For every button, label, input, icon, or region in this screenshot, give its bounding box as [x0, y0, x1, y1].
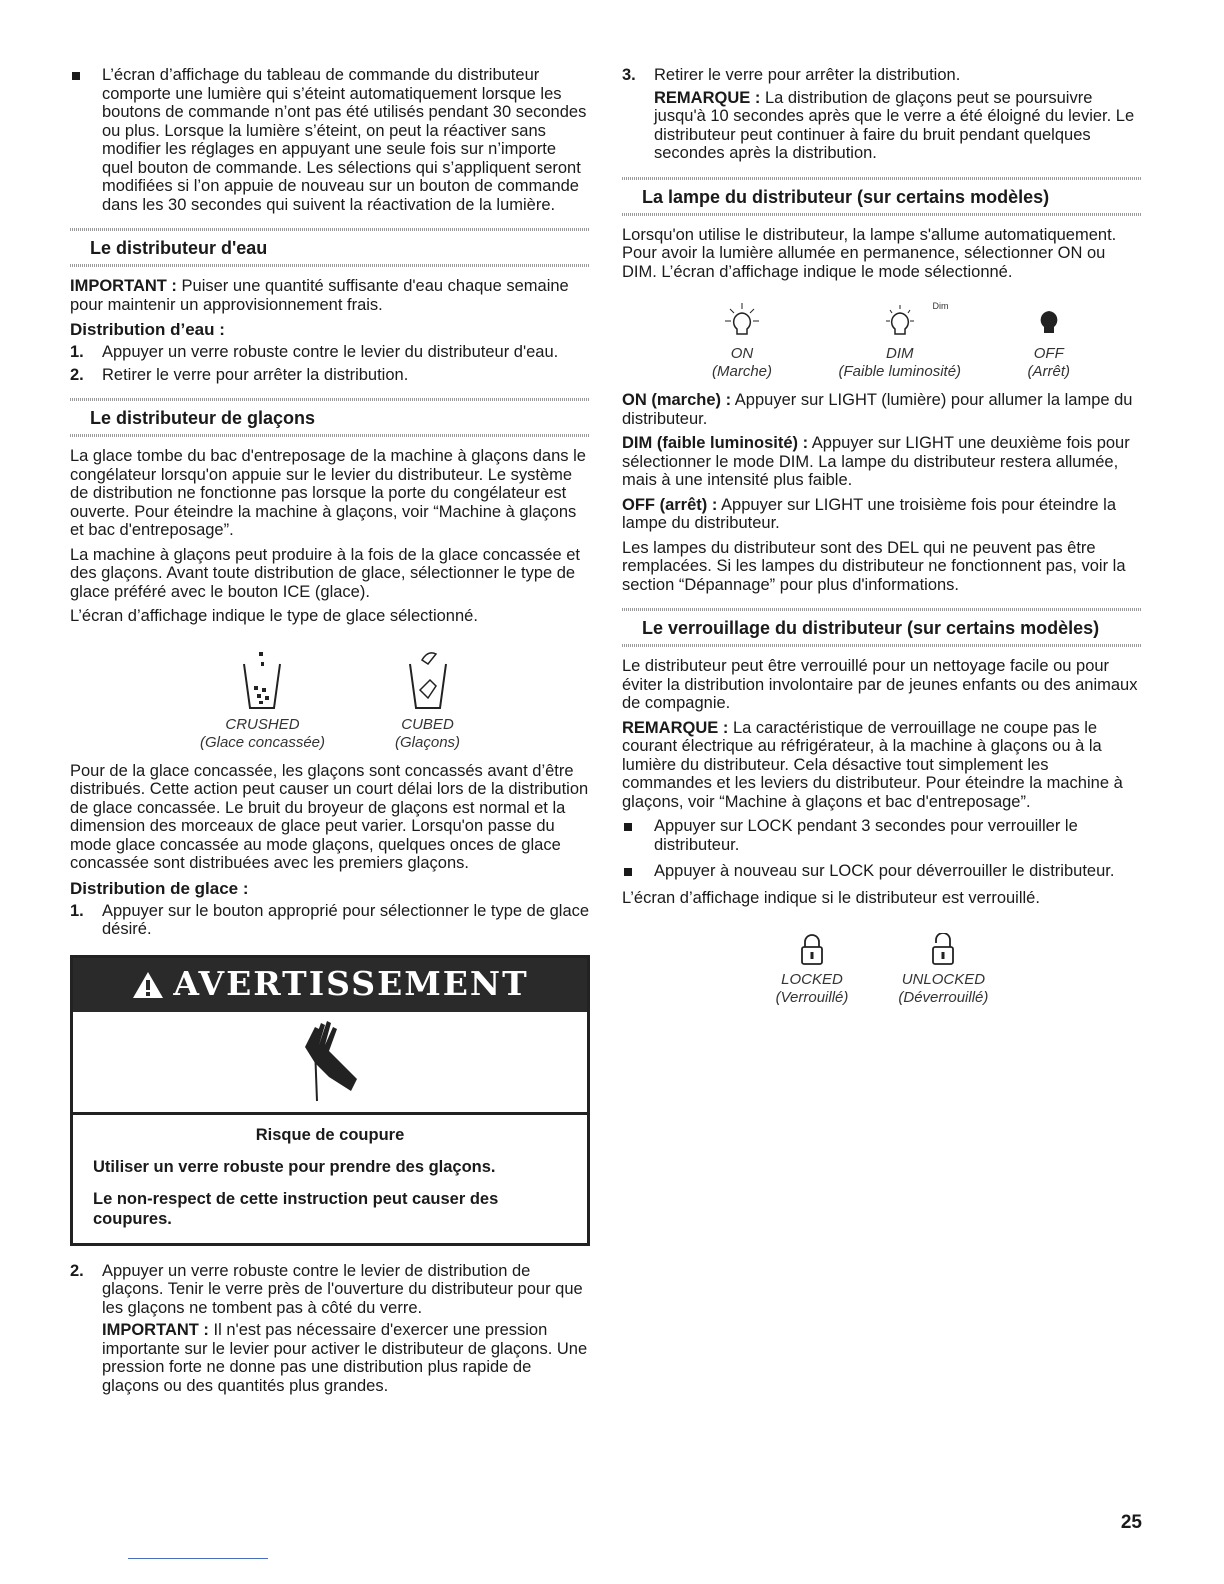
ice-sub-heading: Distribution de glace : [70, 878, 249, 898]
section-heading: Le distributeur de glaçons [90, 408, 316, 428]
warning-line: Le non-respect de cette instruction peut causer des coupures. [93, 1189, 499, 1228]
icon-sub-label: (Arrêt) [1027, 363, 1070, 380]
icon-label: CUBED [401, 715, 454, 733]
warning-body [73, 1115, 587, 1243]
icon-label: CRUSHED [225, 715, 300, 733]
crushed-ice-icon [240, 650, 284, 712]
lamp-led: Les lampes du distributeur sont des DEL qui ne peuvent pas être remplacées. Si les lampes du distributeur ne fonctionnent pas, voir la section “Dépannage” pour plus d'informations. [622, 538, 1126, 594]
lamp-off-item [1028, 301, 1071, 381]
lamp-dim-item [838, 301, 961, 381]
lamp-on: ON (marche) : Appuyer sur LIGHT (lumière) pour allumer la lampe du distributeur. [622, 391, 1133, 428]
lock-bullet: Appuyer sur LOCK pendant 3 secondes pour verrouiller le distributeur. [622, 817, 1142, 854]
footer-line [128, 1558, 268, 1559]
water-important: IMPORTANT : Puiser une quantité suffisante d'eau chaque semaine pour maintenir un approvisionnement frais. [70, 277, 569, 314]
section-heading: Le distributeur d'eau [90, 238, 268, 258]
ice-paragraph: La machine à glaçons peut produire à la fois de la glace concassée et des glaçons. Avant toute distribution de glace, sélectionner le type de glace préféré avec le bouton ICE (glace). [70, 545, 580, 601]
locked-item [776, 933, 849, 1007]
lock-section [622, 608, 1142, 647]
right-column [622, 66, 1142, 1017]
lock-display: L’écran d’affichage indique si le distributeur est verrouillé. [622, 888, 1040, 907]
page-number: 25 [1120, 1512, 1142, 1533]
icon-sub-label: (Faible luminosité) [838, 363, 962, 380]
ice-paragraph: L’écran d’affichage indique le type de glace sélectionné. [70, 607, 478, 625]
lock-intro: Le distributeur peut être verrouillé pour un nettoyage facile ou pour éviter la distribution involontaire par de jeunes enfants ou des animaux de compagnie. [622, 657, 1138, 712]
warning-header [73, 958, 587, 1012]
lamp-on-item [712, 301, 772, 381]
padlock-unlocked-icon [928, 933, 958, 967]
ice-step-3: 3. Retirer le verre pour arrêter la distribution. [622, 66, 961, 84]
warning-risk: Risque de coupure [255, 1125, 405, 1144]
lamp-off: OFF (arrêt) : Appuyer sur LIGHT une troisième fois pour éteindre la lampe du distributeur. [622, 495, 1117, 532]
icon-sub-label: (Marche) [712, 363, 773, 380]
icon-label: OFF [1033, 345, 1064, 362]
padlock-locked-icon [797, 933, 827, 967]
icon-sub-label: (Verrouillé) [775, 989, 849, 1006]
crushed-paragraph: Pour de la glace concassée, les glaçons sont concassés avant d’être distribués. Cette action peut causer un court délai lors de la distribution de glace concassée. Le bruit du broyeur de glaçons est normal et la dimension des morceaux de glace peut varier. Lorsqu'on passe du mode glace concassée au mode glaçons, quelques onces de glace concassée sont distribuées avec les premiers glaçons. [70, 761, 589, 872]
ice-dispenser-section [70, 398, 590, 437]
section-heading: La lampe du distributeur (sur certains modèles) [642, 186, 1050, 207]
icon-label: ON [730, 345, 754, 362]
light-bulb-off-icon [1029, 301, 1069, 341]
lamp-section [622, 177, 1142, 216]
ice-important: IMPORTANT : Il n'est pas nécessaire d'exercer une pression importante sur le levier pour activer le distributeur de glaçons. Une pression forte ne donne pas une distribution plus rapide de glaçons ou des quantités plus grandes. [102, 1321, 588, 1395]
ice-type-icons [70, 650, 590, 752]
ice-step-1: 1. Appuyer sur le bouton approprié pour sélectionner le type de glace désiré. [70, 901, 590, 938]
lamp-intro: Lorsqu'on utilise le distributeur, la lampe s'allume automatiquement. Pour avoir la lumière allumée en permanence, sélectionner ON ou DIM. L’écran d’affichage indique le mode sélectionné. [622, 225, 1117, 281]
water-step-1: 1. Appuyer un verre robuste contre le levier du distributeur d'eau. [70, 343, 559, 361]
water-step-2: 2. Retirer le verre pour arrêter la distribution. [70, 365, 409, 384]
ice-remark: REMARQUE : La distribution de glaçons peut se poursuivre jusqu'à 10 secondes après que le verre a été éloigné du levier. Le distributeur peut continuer à faire du bruit pendant quelques secondes après la distribution. [654, 88, 1135, 162]
water-dispenser-section [70, 228, 590, 267]
warning-triangle-icon [131, 970, 165, 1000]
lamp-icons [622, 301, 1142, 381]
unlock-bullet: Appuyer à nouveau sur LOCK pour déverrouiller le distributeur. [622, 862, 1142, 881]
icon-label: DIM [886, 345, 914, 362]
icon-sub-label: (Déverrouillé) [898, 989, 989, 1006]
water-sub-heading: Distribution d’eau : [70, 320, 225, 339]
unlocked-item [898, 933, 988, 1007]
lock-remark: REMARQUE : La caractéristique de verrouillage ne coupe pas le courant électrique au réfrigérateur, à la machine à glaçons ou à la lumière du distributeur. Cela désactive tout simplement les commandes et les leviers du distributeur. Pour éteindre la machine à glaçons, voir “Machine à glaçons et bac d'entreposage”. [622, 718, 1123, 811]
icon-sub-label: (Glace concassée) [199, 733, 326, 751]
icon-label: UNLOCKED [901, 971, 986, 988]
left-column [70, 66, 590, 1401]
lock-icons [622, 933, 1142, 1007]
light-bulb-dim-icon [880, 301, 920, 341]
light-bulb-on-icon [722, 301, 762, 341]
ice-step-2: 2. Appuyer un verre robuste contre le levier de distribution de glaçons. Tenir le verre près de l'ouverture du distributeur pour que les glaçons ne tombent pas à côté du verre. [70, 1261, 583, 1317]
cut-hand-icon [295, 1017, 365, 1107]
warning-pictogram [73, 1012, 587, 1115]
cubed-ice-icon [406, 650, 450, 712]
warning-line: Utiliser un verre robuste pour prendre des glaçons. [93, 1157, 496, 1176]
dim-tag: Dim [932, 301, 949, 311]
icon-label: LOCKED [781, 971, 843, 988]
cubed-item [395, 650, 460, 752]
crushed-item [200, 650, 325, 752]
section-heading: Le verrouillage du distributeur (sur certains modèles) [642, 618, 1100, 638]
warning-box [70, 955, 590, 1246]
icon-sub-label: (Glaçons) [395, 733, 461, 751]
ice-paragraph: La glace tombe du bac d'entreposage de la machine à glaçons dans le congélateur lorsqu'on appuie sur le levier du distributeur. Le système de distribution ne fonctionne pas lorsque la porte du congélateur est ouverte. Pour éteindre la machine à glaçons, voir “Machine à glaçons et bac d'entreposage”. [70, 447, 586, 539]
warning-title: AVERTISSEMENT [173, 964, 529, 1004]
display-light-bullet: L’écran d’affichage du tableau de commande du distributeur comporte une lumière qui s’éteint automatiquement lorsque les boutons de commande n’ont pas été utilisés pendant 30 secondes ou plus. Lorsque la lumière s’éteint, on peut la réactiver sans modifier les réglages en appuyant une seule fois sur n’importe quel bouton de commande. Les sélections qui s’appliquent seront modifiées si l’on appuie de nouveau sur un bouton de commande dans les 30 secondes qui suivent la réactivation de la lumière. [70, 66, 590, 214]
lamp-dim: DIM (faible luminosité) : Appuyer sur LIGHT une deuxième fois pour sélectionner le mode DIM. La lampe du distributeur restera allumée, mais à une intensité plus faible. [622, 434, 1130, 489]
